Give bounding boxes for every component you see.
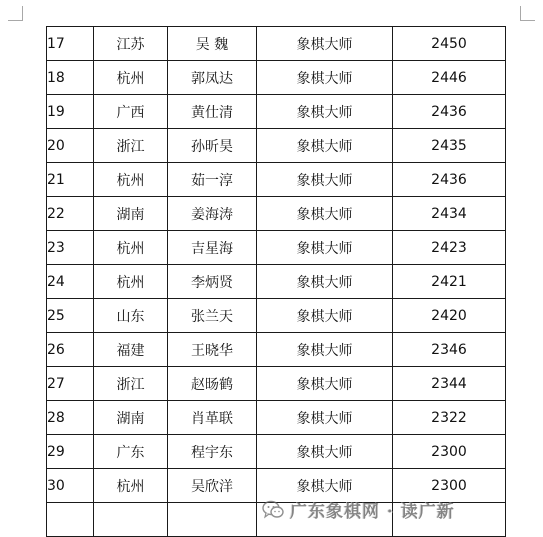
table-row	[47, 163, 506, 197]
title-cell: 象棋大师	[257, 265, 393, 299]
table-row	[47, 265, 506, 299]
title-cell: 象棋大师	[257, 231, 393, 265]
province-cell: 广西	[94, 95, 168, 129]
table-row	[47, 95, 506, 129]
rank-cell: 17	[47, 27, 94, 61]
province-cell: 福建	[94, 333, 168, 367]
rank-cell: 21	[47, 163, 94, 197]
player-name-cell: 程宇东	[168, 435, 257, 469]
title-cell: 象棋大师	[257, 435, 393, 469]
watermark	[262, 497, 455, 522]
player-name-cell: 姜海涛	[168, 197, 257, 231]
rating-cell: 2450	[393, 27, 506, 61]
title-cell: 象棋大师	[257, 469, 393, 503]
table-row	[47, 333, 506, 367]
rank-cell: 18	[47, 61, 94, 95]
player-name-cell: 吴欣洋	[168, 469, 257, 503]
rating-cell: 2436	[393, 163, 506, 197]
rating-cell: 2446	[393, 61, 506, 95]
wechat-icon	[262, 500, 284, 520]
province-cell: 浙江	[94, 129, 168, 163]
table-body	[47, 27, 506, 537]
rank-cell	[47, 503, 94, 537]
rank-cell: 24	[47, 265, 94, 299]
player-name-cell: 赵旸鹤	[168, 367, 257, 401]
rank-cell: 22	[47, 197, 94, 231]
player-name-cell: 李炳贤	[168, 265, 257, 299]
rating-cell: 2344	[393, 367, 506, 401]
player-name-cell: 吴 魏	[168, 27, 257, 61]
table-row	[47, 401, 506, 435]
rank-cell: 30	[47, 469, 94, 503]
table-row	[47, 27, 506, 61]
title-cell: 象棋大师	[257, 163, 393, 197]
player-name-cell	[168, 503, 257, 537]
page-corner-mark-right	[520, 6, 535, 21]
rank-cell: 25	[47, 299, 94, 333]
province-cell: 山东	[94, 299, 168, 333]
player-name-cell: 张兰天	[168, 299, 257, 333]
title-cell: 象棋大师	[257, 129, 393, 163]
title-cell: 象棋大师	[257, 95, 393, 129]
province-cell: 湖南	[94, 197, 168, 231]
title-cell: 象棋大师	[257, 61, 393, 95]
page-corner-mark-left	[8, 6, 23, 21]
rank-cell: 29	[47, 435, 94, 469]
player-name-cell: 茹一淳	[168, 163, 257, 197]
rating-cell: 2420	[393, 299, 506, 333]
player-name-cell: 王晓华	[168, 333, 257, 367]
rank-cell: 27	[47, 367, 94, 401]
title-cell: 象棋大师	[257, 333, 393, 367]
table-row	[47, 435, 506, 469]
title-cell: 象棋大师	[257, 299, 393, 333]
player-name-cell: 郭凤达	[168, 61, 257, 95]
rating-cell: 2434	[393, 197, 506, 231]
player-name-cell: 黄仕清	[168, 95, 257, 129]
rank-cell: 20	[47, 129, 94, 163]
province-cell: 浙江	[94, 367, 168, 401]
rank-cell: 26	[47, 333, 94, 367]
province-cell: 广东	[94, 435, 168, 469]
province-cell: 杭州	[94, 163, 168, 197]
rating-cell: 2346	[393, 333, 506, 367]
province-cell: 湖南	[94, 401, 168, 435]
watermark-text: 广东象棋网 · 读广新	[290, 502, 455, 522]
rating-cell: 2435	[393, 129, 506, 163]
rating-cell: 2423	[393, 231, 506, 265]
province-cell: 杭州	[94, 231, 168, 265]
rating-cell: 2322	[393, 401, 506, 435]
title-cell: 象棋大师	[257, 197, 393, 231]
rating-cell: 2436	[393, 95, 506, 129]
player-name-cell: 孙昕昊	[168, 129, 257, 163]
table-row	[47, 61, 506, 95]
rating-cell: 2300	[393, 435, 506, 469]
title-cell: 象棋大师	[257, 367, 393, 401]
table-row	[47, 231, 506, 265]
rank-cell: 28	[47, 401, 94, 435]
rating-cell: 2300	[393, 469, 506, 503]
province-cell: 杭州	[94, 265, 168, 299]
province-cell: 江苏	[94, 27, 168, 61]
player-name-cell: 吉星海	[168, 231, 257, 265]
table-row	[47, 197, 506, 231]
master-ranking-table	[46, 26, 506, 537]
province-cell: 杭州	[94, 61, 168, 95]
player-name-cell: 肖革联	[168, 401, 257, 435]
rank-cell: 19	[47, 95, 94, 129]
table-row	[47, 129, 506, 163]
rating-cell: 2421	[393, 265, 506, 299]
table-row	[47, 299, 506, 333]
rank-cell: 23	[47, 231, 94, 265]
province-cell: 杭州	[94, 469, 168, 503]
title-cell: 象棋大师	[257, 27, 393, 61]
province-cell	[94, 503, 168, 537]
table-row	[47, 367, 506, 401]
title-cell: 象棋大师	[257, 401, 393, 435]
